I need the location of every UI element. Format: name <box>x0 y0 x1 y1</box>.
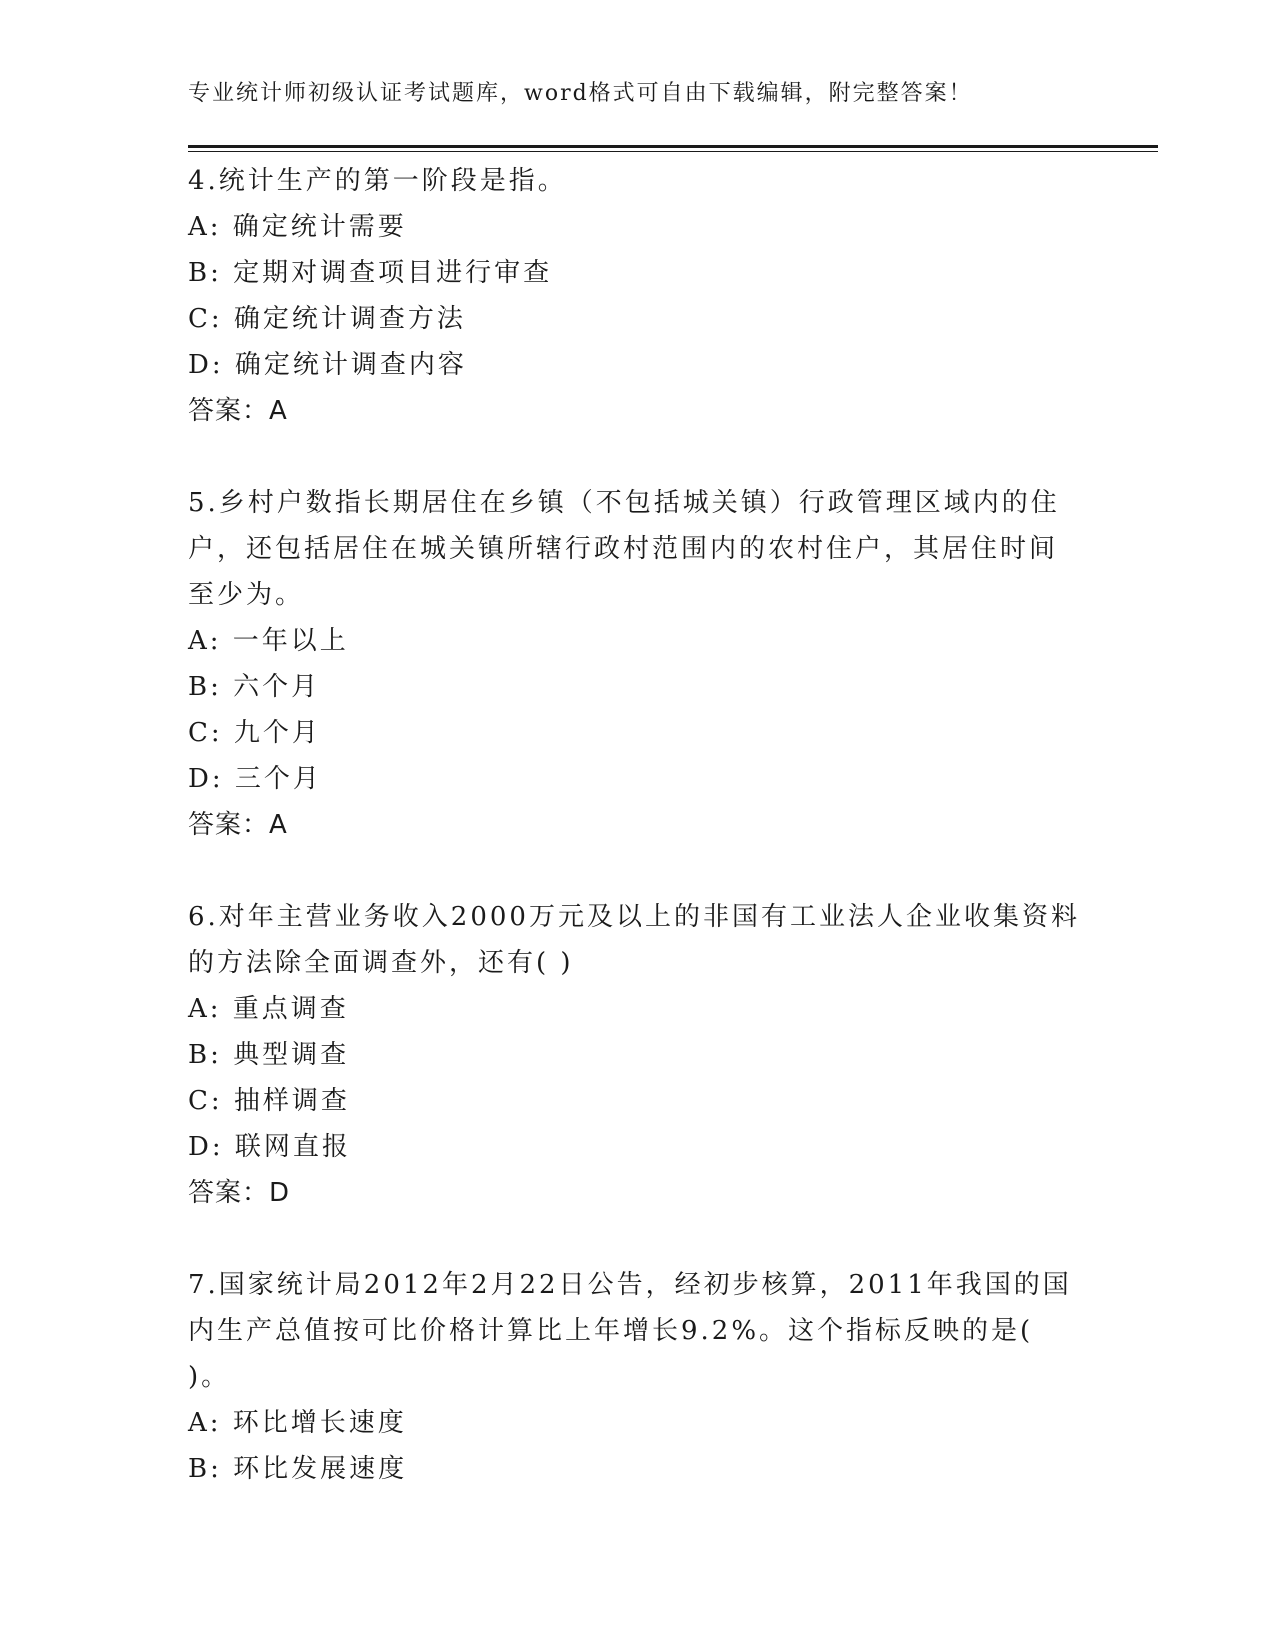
question-5 <box>188 480 1088 848</box>
question-stem: 4.统计生产的第一阶段是指。 <box>188 166 567 196</box>
question-6 <box>188 894 1088 1216</box>
option-c: C: 抽样调查 <box>188 1086 350 1116</box>
header-rule <box>188 145 1158 148</box>
option-d: D: 联网直报 <box>188 1132 351 1162</box>
question-stem: 内生产总值按可比价格计算比上年增长9.2%。这个指标反映的是( <box>188 1316 1034 1346</box>
option-b: B: 典型调查 <box>188 1040 350 1070</box>
question-stem: 5.乡村户数指长期居住在乡镇（不包括城关镇）行政管理区域内的住 <box>188 488 1060 518</box>
question-stem: )。 <box>188 1362 231 1392</box>
question-list <box>188 158 1088 1538</box>
option-a: A: 重点调查 <box>188 994 349 1024</box>
question-7 <box>188 1262 1088 1492</box>
option-d: D: 确定统计调查内容 <box>188 350 467 380</box>
page-header: 专业统计师初级认证考试题库，word格式可自由下载编辑，附完整答案！ <box>188 81 973 106</box>
option-a: A: 确定统计需要 <box>188 212 407 242</box>
header-rule-thin <box>188 151 1158 152</box>
question-stem: 至少为。 <box>188 580 305 610</box>
answer: 答案：A <box>188 396 288 426</box>
option-a: A: 环比增长速度 <box>188 1408 407 1438</box>
option-c: C: 九个月 <box>188 718 321 748</box>
question-stem: 7.国家统计局2012年2月22日公告，经初步核算，2011年我国的国 <box>188 1270 1072 1300</box>
option-d: D: 三个月 <box>188 764 322 794</box>
question-stem: 的方法除全面调查外，还有( ) <box>188 948 574 978</box>
option-c: C: 确定统计调查方法 <box>188 304 466 334</box>
question-stem: 6.对年主营业务收入2000万元及以上的非国有工业法人企业收集资料 <box>188 902 1080 932</box>
question-4 <box>188 158 1088 434</box>
option-b: B: 定期对调查项目进行审查 <box>188 258 553 288</box>
answer: 答案：A <box>188 810 288 840</box>
option-b: B: 六个月 <box>188 672 321 702</box>
answer: 答案：D <box>188 1178 291 1208</box>
option-b: B: 环比发展速度 <box>188 1454 408 1484</box>
question-stem: 户，还包括居住在城关镇所辖行政村范围内的农村住户，其居住时间 <box>188 534 1059 564</box>
option-a: A: 一年以上 <box>188 626 349 656</box>
